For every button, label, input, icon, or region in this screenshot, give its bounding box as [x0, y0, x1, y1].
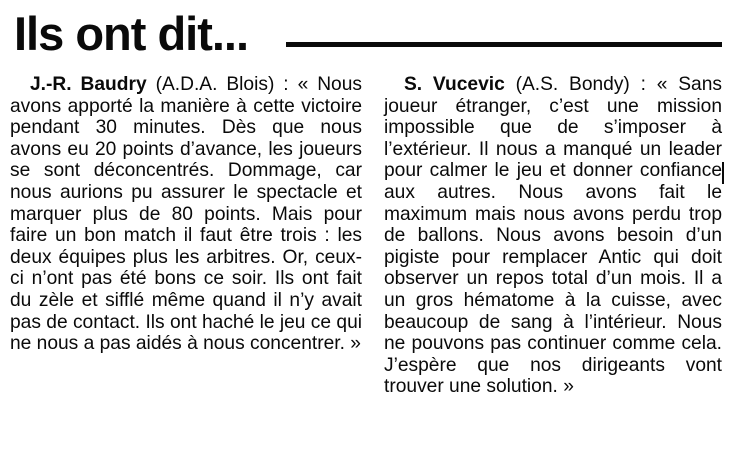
headline: Ils ont dit...	[14, 7, 249, 60]
quote-column-left	[10, 74, 362, 355]
quote-paragraph	[384, 74, 722, 398]
headline-rule	[286, 42, 722, 47]
column-edge-mark	[722, 162, 724, 184]
quote-text: « Sans joueur étranger, c’est une mission impossible que de s’imposer à l’extérieur. Il nous a manqué un leader pour calmer le jeu et donner confiance aux autres. Nous avons fait le maximum mais nous avons perdu trop de ballons. Nous avons besoin d’un pigiste pour remplacer Antic qui doit observer un repos total d’un mois. Il a un gros hématome à la cuisse, avec beaucoup de sang à l’intérieur. Nous ne pouvons pas continuer comme cela. J’espère que nos dirigeants vont trouver une solution. »	[384, 74, 722, 398]
speaker-name: S. Vucevic	[404, 74, 505, 95]
speaker-name: J.-R. Baudry	[30, 74, 147, 95]
speaker-club: (A.S. Bondy) :	[515, 74, 646, 95]
headline-block	[14, 8, 720, 60]
quote-paragraph	[10, 74, 362, 355]
quote-column-right	[384, 74, 722, 398]
quote-text: « Nous avons apporté la manière à cette victoire pendant 30 minutes. Dès que nous avons eu 20 points d’avance, les joueurs se sont déconcentrés. Dommage, car nous aurions pu assurer le spectacle et marquer plus de 80 points. Mais pour faire un bon match il faut être trois : les deux équipes plus les arbitres. Or, ceux-ci n’ont pas été bons ce soir. Ils ont fait du zèle et sifflé même quand il n’y avait pas de contact. Ils ont haché le jeu ce qui ne nous a pas aidés à nous concentrer. »	[10, 74, 362, 355]
speaker-club: (A.D.A. Blois) :	[155, 74, 289, 95]
